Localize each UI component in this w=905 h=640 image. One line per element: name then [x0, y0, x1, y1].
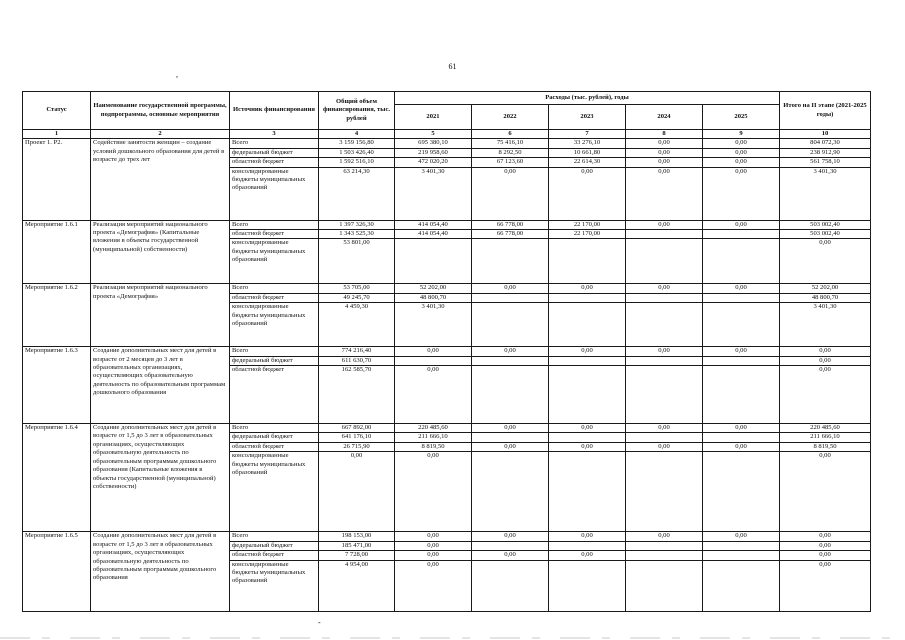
y2025-cell: 0,00 [703, 167, 780, 220]
header-year-2023: 2023 [549, 105, 626, 130]
status-cell: Мероприятие 1.6.2 [23, 284, 91, 347]
stage-total-cell: 503 002,40 [780, 220, 871, 229]
y2021-cell: 8 819,50 [395, 442, 472, 451]
y2022-cell: 0,00 [472, 167, 549, 220]
stage-total-cell: 8 819,50 [780, 442, 871, 451]
stage-total-cell: 0,00 [780, 356, 871, 365]
y2023-cell [549, 452, 626, 532]
total-cell: 53 705,00 [319, 284, 395, 293]
y2021-cell [395, 239, 472, 284]
y2022-cell: 0,00 [472, 284, 549, 293]
table-row [23, 139, 871, 148]
program-name-cell: Создание дополнительных мест для детей в возрасте от 2 месяцев до 3 лет в образовательных организациях, осуществляющих образовательную деятельность по образовательным программам дошкольного образования [91, 347, 230, 424]
y2022-cell: 8 292,50 [472, 148, 549, 157]
y2025-cell [703, 433, 780, 442]
y2025-cell [703, 293, 780, 302]
header-year-2025: 2025 [703, 105, 780, 130]
source-cell: консолидированные бюджеты муниципальных образований [230, 239, 319, 284]
y2023-cell: 22 170,00 [549, 230, 626, 239]
status-cell: Проект 1. Р2. [23, 139, 91, 220]
source-cell: областной бюджет [230, 230, 319, 239]
y2025-cell [703, 230, 780, 239]
total-cell: 53 801,00 [319, 239, 395, 284]
y2023-cell: 0,00 [549, 347, 626, 356]
source-cell: консолидированные бюджеты муниципальных образований [230, 452, 319, 532]
column-number: 2 [91, 130, 230, 139]
y2024-cell: 0,00 [626, 424, 703, 433]
y2024-cell: 0,00 [626, 532, 703, 541]
y2024-cell [626, 303, 703, 347]
program-name-cell: Создание дополнительных мест для детей в возрасте от 1,5 до 3 лет в образовательных организациях, осуществляющих образовательную деятельность по образовательным программам дошкольного образования [91, 532, 230, 611]
program-name-cell: Содействие занятости женщин – создание условий дошкольного образования для детей в возрасте до трех лет [91, 139, 230, 220]
y2023-cell [549, 541, 626, 550]
source-cell: федеральный бюджет [230, 356, 319, 365]
total-cell: 162 585,70 [319, 366, 395, 424]
source-cell: Всего [230, 220, 319, 229]
y2021-cell: 52 202,00 [395, 284, 472, 293]
y2022-cell: 0,00 [472, 551, 549, 560]
header-status: Статус [23, 92, 91, 130]
y2024-cell [626, 230, 703, 239]
y2022-cell [472, 293, 549, 302]
source-cell: областной бюджет [230, 366, 319, 424]
y2024-cell [626, 433, 703, 442]
status-cell: Мероприятие 1.6.1 [23, 220, 91, 284]
stage-total-cell: 3 401,30 [780, 167, 871, 220]
table-header [23, 92, 871, 139]
y2024-cell [626, 452, 703, 532]
total-cell: 611 630,70 [319, 356, 395, 365]
column-number: 7 [549, 130, 626, 139]
column-number: 9 [703, 130, 780, 139]
column-number: 4 [319, 130, 395, 139]
y2025-cell [703, 452, 780, 532]
y2021-cell: 695 380,10 [395, 139, 472, 148]
y2022-cell [472, 239, 549, 284]
stage-total-cell: 0,00 [780, 366, 871, 424]
total-cell: 1 397 326,30 [319, 220, 395, 229]
y2025-cell [703, 239, 780, 284]
stage-total-cell: 220 485,60 [780, 424, 871, 433]
stage-total-cell: 0,00 [780, 551, 871, 560]
stage-total-cell: 0,00 [780, 560, 871, 611]
source-cell: Всего [230, 532, 319, 541]
y2021-cell: 0,00 [395, 541, 472, 550]
y2022-cell: 66 778,00 [472, 230, 549, 239]
y2024-cell: 0,00 [626, 158, 703, 167]
total-cell: 185 471,00 [319, 541, 395, 550]
y2025-cell: 0,00 [703, 532, 780, 541]
total-cell: 49 245,70 [319, 293, 395, 302]
stage-total-cell: 0,00 [780, 541, 871, 550]
y2021-cell: 414 054,40 [395, 230, 472, 239]
table-row [23, 284, 871, 293]
y2021-cell: 414 054,40 [395, 220, 472, 229]
y2023-cell: 0,00 [549, 167, 626, 220]
y2024-cell: 0,00 [626, 347, 703, 356]
column-number: 8 [626, 130, 703, 139]
y2023-cell: 22 170,00 [549, 220, 626, 229]
column-number: 3 [230, 130, 319, 139]
header-year-2024: 2024 [626, 105, 703, 130]
source-cell: областной бюджет [230, 442, 319, 451]
y2021-cell: 220 485,60 [395, 424, 472, 433]
y2022-cell [472, 433, 549, 442]
y2022-cell: 0,00 [472, 347, 549, 356]
y2021-cell: 472 020,20 [395, 158, 472, 167]
y2024-cell [626, 239, 703, 284]
y2023-cell [549, 366, 626, 424]
y2022-cell [472, 452, 549, 532]
source-cell: консолидированные бюджеты муниципальных образований [230, 167, 319, 220]
y2021-cell: 0,00 [395, 560, 472, 611]
y2023-cell [549, 356, 626, 365]
y2024-cell: 0,00 [626, 167, 703, 220]
y2022-cell: 0,00 [472, 442, 549, 451]
column-number: 5 [395, 130, 472, 139]
stray-mark-bottom: - [318, 618, 321, 627]
table-row [23, 347, 871, 356]
y2021-cell: 0,00 [395, 532, 472, 541]
y2025-cell: 0,00 [703, 347, 780, 356]
header-year-2022: 2022 [472, 105, 549, 130]
y2024-cell [626, 560, 703, 611]
y2024-cell [626, 541, 703, 550]
page-number: 61 [448, 62, 457, 71]
source-cell: консолидированные бюджеты муниципальных образований [230, 303, 319, 347]
source-cell: областной бюджет [230, 158, 319, 167]
y2023-cell: 0,00 [549, 551, 626, 560]
header-stage-total: Итого на II этапе (2021-2025 годы) [780, 92, 871, 130]
y2021-cell: 211 666,10 [395, 433, 472, 442]
y2021-cell [395, 356, 472, 365]
y2022-cell: 0,00 [472, 424, 549, 433]
column-number: 1 [23, 130, 91, 139]
column-number: 6 [472, 130, 549, 139]
y2022-cell [472, 366, 549, 424]
y2023-cell: 22 614,30 [549, 158, 626, 167]
stage-total-cell: 48 800,70 [780, 293, 871, 302]
header-source: Источник финансирования [230, 92, 319, 130]
y2022-cell [472, 560, 549, 611]
source-cell: федеральный бюджет [230, 433, 319, 442]
table-row [23, 220, 871, 229]
stage-total-cell: 211 666,10 [780, 433, 871, 442]
total-cell: 1 592 516,10 [319, 158, 395, 167]
total-cell: 26 715,90 [319, 442, 395, 451]
stage-total-cell: 804 072,30 [780, 139, 871, 148]
table-row [23, 532, 871, 541]
source-cell: Всего [230, 424, 319, 433]
y2021-cell: 219 958,60 [395, 148, 472, 157]
y2025-cell: 0,00 [703, 139, 780, 148]
source-cell: Всего [230, 139, 319, 148]
total-cell: 7 728,00 [319, 551, 395, 560]
y2022-cell [472, 356, 549, 365]
source-cell: Всего [230, 284, 319, 293]
status-cell: Мероприятие 1.6.4 [23, 424, 91, 532]
y2023-cell [549, 239, 626, 284]
stage-total-cell: 52 202,00 [780, 284, 871, 293]
stage-total-cell: 3 401,30 [780, 303, 871, 347]
y2024-cell [626, 551, 703, 560]
stage-total-cell: 0,00 [780, 452, 871, 532]
budget-table [22, 91, 871, 612]
y2023-cell [549, 433, 626, 442]
y2021-cell: 0,00 [395, 347, 472, 356]
y2025-cell: 0,00 [703, 424, 780, 433]
y2024-cell [626, 356, 703, 365]
y2022-cell: 66 778,00 [472, 220, 549, 229]
y2022-cell: 67 123,60 [472, 158, 549, 167]
total-cell: 4 954,00 [319, 560, 395, 611]
y2025-cell: 0,00 [703, 148, 780, 157]
program-name-cell: Создание дополнительных мест для детей в возрасте от 1,5 до 3 лет в образовательных организациях, осуществляющих образовательную деятельность по образовательным программам дошкольного образования (Капитальные вложения в объекты государственной (муниципальной) собственности) [91, 424, 230, 532]
total-cell: 63 214,30 [319, 167, 395, 220]
source-cell: федеральный бюджет [230, 541, 319, 550]
total-cell: 641 176,10 [319, 433, 395, 442]
total-cell: 198 153,00 [319, 532, 395, 541]
y2024-cell: 0,00 [626, 148, 703, 157]
total-cell: 4 459,30 [319, 303, 395, 347]
source-cell: федеральный бюджет [230, 148, 319, 157]
y2021-cell: 0,00 [395, 551, 472, 560]
source-cell: консолидированные бюджеты муниципальных образований [230, 560, 319, 611]
y2024-cell: 0,00 [626, 220, 703, 229]
y2023-cell: 0,00 [549, 424, 626, 433]
total-cell: 1 343 525,30 [319, 230, 395, 239]
y2021-cell: 3 401,30 [395, 167, 472, 220]
header-name: Наименование государственной программы, подпрограммы, основные мероприятия [91, 92, 230, 130]
y2025-cell: 0,00 [703, 158, 780, 167]
stage-total-cell: 0,00 [780, 532, 871, 541]
scan-edge [0, 636, 905, 640]
stage-total-cell: 503 002,40 [780, 230, 871, 239]
source-cell: Всего [230, 347, 319, 356]
y2025-cell [703, 303, 780, 347]
y2021-cell: 3 401,30 [395, 303, 472, 347]
total-cell: 774 216,40 [319, 347, 395, 356]
header-year-2021: 2021 [395, 105, 472, 130]
header-expenses: Расходы (тыс. рублей), годы [395, 92, 780, 105]
program-name-cell: Реализация мероприятий национального проекта «Демография» [91, 284, 230, 347]
y2025-cell [703, 356, 780, 365]
stage-total-cell: 0,00 [780, 239, 871, 284]
y2025-cell [703, 366, 780, 424]
y2023-cell: 0,00 [549, 532, 626, 541]
total-cell: 1 503 426,40 [319, 148, 395, 157]
total-cell: 0,00 [319, 452, 395, 532]
y2022-cell: 75 416,10 [472, 139, 549, 148]
y2023-cell [549, 303, 626, 347]
source-cell: областной бюджет [230, 293, 319, 302]
y2025-cell [703, 541, 780, 550]
y2023-cell: 33 276,10 [549, 139, 626, 148]
y2021-cell: 48 800,70 [395, 293, 472, 302]
table-body [23, 139, 871, 611]
stage-total-cell: 0,00 [780, 347, 871, 356]
status-cell: Мероприятие 1.6.3 [23, 347, 91, 424]
header-total: Общий объем финансирования, тыс. рублей [319, 92, 395, 130]
y2023-cell [549, 560, 626, 611]
y2022-cell: 0,00 [472, 532, 549, 541]
y2022-cell [472, 541, 549, 550]
y2024-cell: 0,00 [626, 442, 703, 451]
y2025-cell: 0,00 [703, 220, 780, 229]
stray-mark: , [176, 70, 178, 79]
total-cell: 3 159 156,80 [319, 139, 395, 148]
y2023-cell: 0,00 [549, 284, 626, 293]
y2024-cell: 0,00 [626, 139, 703, 148]
y2025-cell [703, 551, 780, 560]
y2024-cell [626, 366, 703, 424]
status-cell: Мероприятие 1.6.5 [23, 532, 91, 611]
program-name-cell: Реализация мероприятий национального проекта «Демография» (Капитальные вложения в объекты государственной (муниципальной) собственности) [91, 220, 230, 284]
total-cell: 667 892,00 [319, 424, 395, 433]
y2021-cell: 0,00 [395, 452, 472, 532]
stage-total-cell: 238 912,90 [780, 148, 871, 157]
y2023-cell: 0,00 [549, 442, 626, 451]
y2023-cell [549, 293, 626, 302]
y2023-cell: 10 661,80 [549, 148, 626, 157]
y2022-cell [472, 303, 549, 347]
table-row [23, 424, 871, 433]
y2021-cell: 0,00 [395, 366, 472, 424]
y2024-cell [626, 293, 703, 302]
source-cell: областной бюджет [230, 551, 319, 560]
y2025-cell [703, 560, 780, 611]
y2024-cell: 0,00 [626, 284, 703, 293]
column-number: 10 [780, 130, 871, 139]
stage-total-cell: 561 758,10 [780, 158, 871, 167]
y2025-cell: 0,00 [703, 284, 780, 293]
column-number-row [23, 130, 871, 139]
y2025-cell: 0,00 [703, 442, 780, 451]
